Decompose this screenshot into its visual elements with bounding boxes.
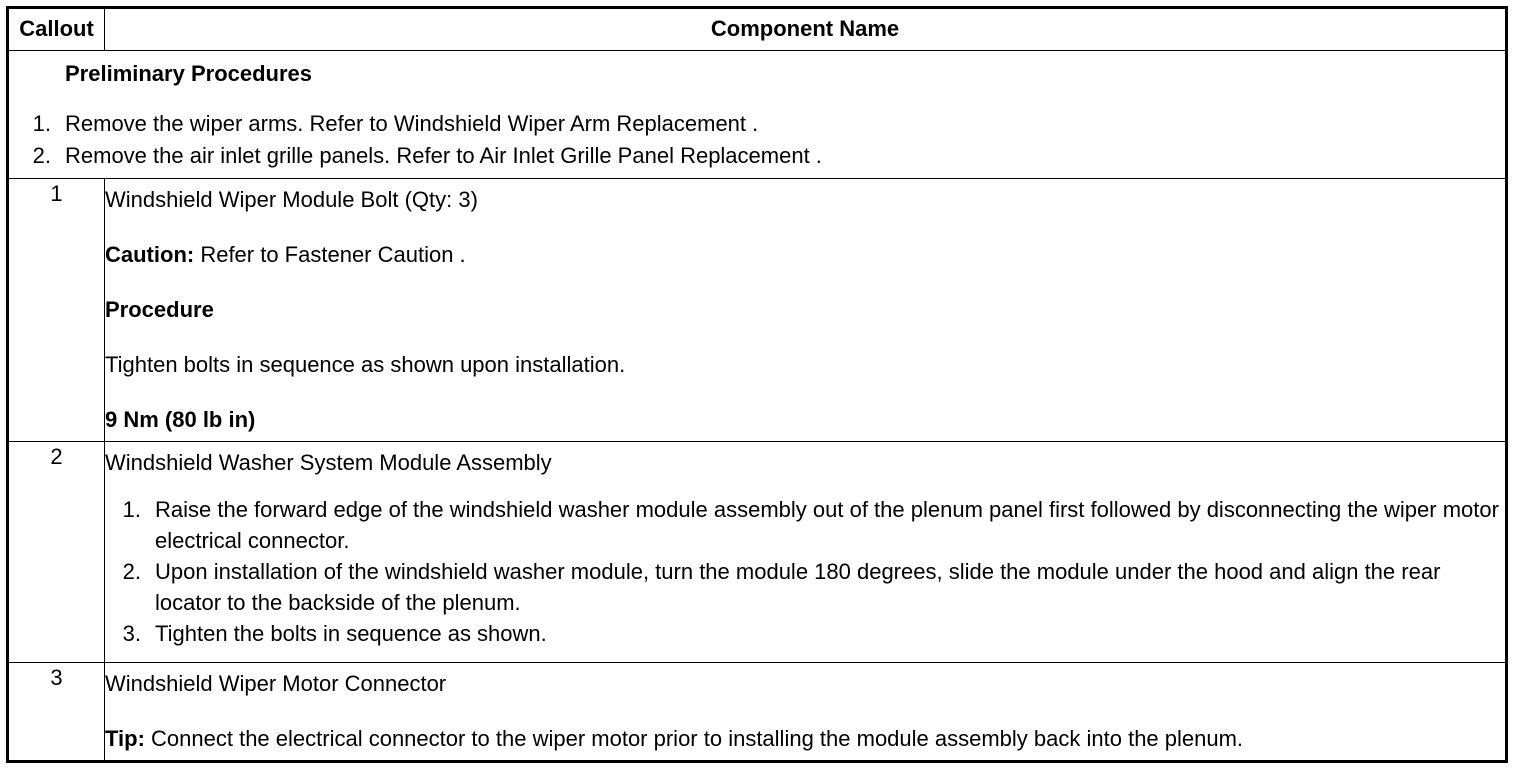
procedure-text: Tighten bolts in sequence as shown upon installation. — [105, 352, 626, 377]
preliminary-row — [8, 51, 1507, 179]
table-row — [8, 442, 1507, 663]
table-row — [8, 663, 1507, 762]
list-item — [105, 556, 1505, 618]
step-text: Remove the wiper arms. Refer to Windshield Wiper Arm Replacement . — [65, 111, 759, 136]
step-number: 1. — [122, 497, 141, 522]
component-name: Windshield Washer System Module Assembly — [105, 450, 552, 475]
caution-line — [105, 234, 1505, 289]
component-name: Windshield Wiper Motor Connector — [105, 671, 447, 696]
table-row — [8, 179, 1507, 442]
tip-label: Tip: — [105, 726, 145, 751]
step-text: Tighten the bolts in sequence as shown. — [155, 621, 547, 646]
component-cell — [105, 179, 1507, 442]
preliminary-cell — [8, 51, 1507, 179]
torque-spec: 9 Nm (80 lb in) — [105, 407, 256, 432]
step-text: Upon installation of the windshield washer module, turn the module 180 degrees, slide the module under the hood and align the rear locator to the backside of the plenum. — [155, 559, 1441, 615]
callout-number: 1 — [8, 179, 105, 442]
list-item — [105, 494, 1505, 556]
step-text: Remove the air inlet grille panels. Refer to Air Inlet Grille Panel Replacement . — [65, 143, 822, 168]
preliminary-steps — [9, 93, 1505, 176]
component-steps — [105, 484, 1505, 651]
list-item — [9, 140, 1505, 172]
header-row — [8, 8, 1507, 51]
preliminary-title: Preliminary Procedures — [65, 61, 313, 86]
component-cell — [105, 442, 1507, 663]
caution-label: Caution: — [105, 242, 195, 267]
tip-line — [105, 718, 1505, 760]
step-number: 2. — [32, 143, 51, 168]
step-number: 2. — [122, 559, 141, 584]
component-name: Windshield Wiper Module Bolt (Qty: 3) — [105, 187, 478, 212]
callout-column-header: Callout — [8, 8, 105, 51]
component-cell — [105, 663, 1507, 762]
caution-text: Refer to Fastener Caution . — [194, 242, 466, 267]
procedure-table — [6, 6, 1508, 763]
tip-text: Connect the electrical connector to the wiper motor prior to installing the module assembly back into the plenum. — [144, 726, 1244, 751]
list-item — [105, 618, 1505, 649]
list-item — [9, 108, 1505, 140]
step-number: 3. — [122, 621, 141, 646]
step-text: Raise the forward edge of the windshield washer module assembly out of the plenum panel first followed by disconnecting the wiper motor electrical connector. — [155, 497, 1499, 553]
callout-number: 3 — [8, 663, 105, 762]
callout-number: 2 — [8, 442, 105, 663]
procedure-label: Procedure — [105, 297, 214, 322]
step-number: 1. — [32, 111, 51, 136]
component-name-column-header: Component Name — [105, 8, 1507, 51]
